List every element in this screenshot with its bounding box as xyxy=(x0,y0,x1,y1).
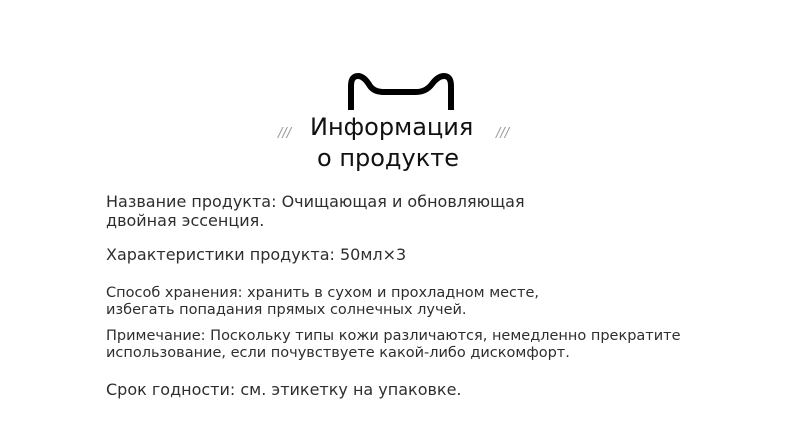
usage-note-line-1: Примечание: Поскольку типы кожи различаются, немедленно прекратите xyxy=(106,328,681,344)
storage-method-line-2: избегать попадания прямых солнечных лучей. xyxy=(106,302,467,318)
usage-note xyxy=(106,328,681,362)
title-line-2: о продукте xyxy=(317,144,459,172)
storage-method xyxy=(106,285,539,319)
product-characteristics-text: Характеристики продукта: 50мл×3 xyxy=(106,245,407,264)
product-name-line-2: двойная эссенция. xyxy=(106,211,265,230)
storage-method-line-1: Способ хранения: хранить в сухом и прохладном месте, xyxy=(106,285,540,301)
product-name-line-1: Название продукта: Очищающая и обновляющая xyxy=(106,192,525,211)
expiry-date xyxy=(106,380,462,399)
title-decoration-left: /// xyxy=(278,126,292,141)
product-characteristics xyxy=(106,245,406,264)
title-line-1: Информация xyxy=(310,113,474,141)
cat-ears-logo-icon xyxy=(346,72,456,112)
title-decoration-right: /// xyxy=(496,126,510,141)
expiry-date-text: Срок годности: см. этикетку на упаковке. xyxy=(106,380,462,399)
page-title xyxy=(310,112,473,174)
product-name xyxy=(106,192,525,230)
usage-note-line-2: использование, если почувствуете какой-либо дискомфорт. xyxy=(106,345,570,361)
